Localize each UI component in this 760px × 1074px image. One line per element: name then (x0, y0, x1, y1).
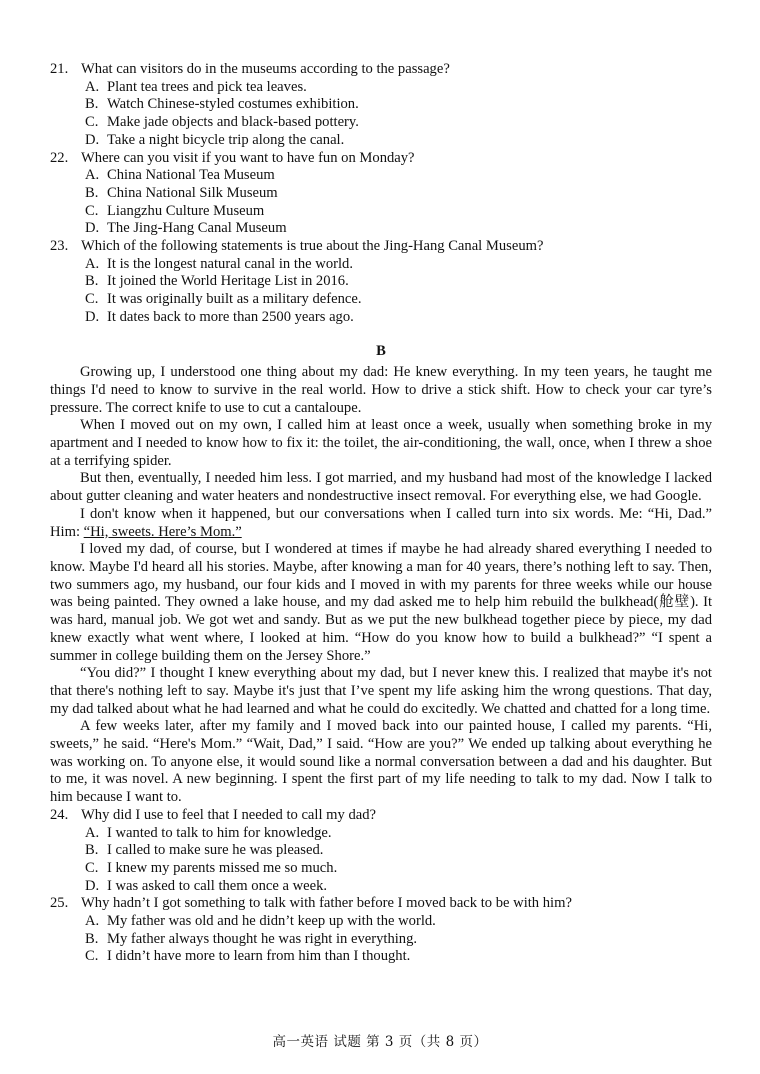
question-24 (50, 807, 712, 896)
section-b-heading: B (376, 342, 386, 359)
passage-paragraph-4: I don't know when it happened, but our conversations when I called turn into six words. Me: “Hi, Dad.” Him: “Hi, sweets. Here’s Mom.” (50, 505, 712, 540)
passage-paragraph-5: I loved my dad, of course, but I wondered at times if maybe he had already shared everything I needed to know. Maybe I'd heard all his stories. Maybe, after knowing a man for 40 years, there’s nothing left to say. Then, two summers ago, my husband, our four kids and I moved in with my parents for three weeks while our house was being painted. They owned a lake house, and my dad asked me to help him rebuild the bulkhead(舱壁). It was hard, manual job. We got wet and sandy. But as we put the new bulkhead together piece by piece, my dad knew exactly what went where, I looked at him. “How do you know how to build a bulkhead?” “I spent a summer in college building them on the Jersey Shore.” (50, 541, 712, 664)
passage-paragraph-3: But then, eventually, I needed him less. I got married, and my husband had most of the knowledge I lacked about gutter cleaning and water heaters and nondestructive insect removal. For everything else, we had Google. (50, 470, 712, 505)
option-a: A. Plant tea trees and pick tea leaves. (85, 78, 307, 95)
question-text: Which of the following statements is true about the Jing-Hang Canal Museum? (81, 238, 544, 255)
option-c: C. Liangzhu Culture Museum (85, 202, 265, 219)
passage-paragraph-2: When I moved out on my own, I called him at least once a week, usually when something broke in my apartment and I needed to know how to fix it: the toilet, the air-conditioning, the wall, once, when I threw a shoe at a terrifying spider. (50, 417, 712, 469)
option-b: B. My father always thought he was right in everything. (85, 930, 418, 947)
option-a: A. I wanted to talk to him for knowledge. (85, 824, 332, 841)
underlined-quote: “Hi, sweets. Here’s Mom.” (83, 523, 242, 540)
passage-paragraph-6: “You did?” I thought I knew everything about my dad, but I never knew this. I realized that maybe it's not that there's nothing left to say. Maybe it's just that I’ve spent my life asking him the wrong questions. That day, my dad talked about what he had learned and what he could do excitedly. We chatted and chatted for a long time. (50, 665, 712, 717)
option-a: A. It is the longest natural canal in the world. (85, 255, 353, 272)
option-d: D. The Jing-Hang Canal Museum (85, 220, 287, 237)
option-d: D. Take a night bicycle trip along the canal. (85, 131, 345, 148)
question-number: 23. (50, 238, 69, 255)
reading-passage (50, 364, 712, 807)
option-a: A. My father was old and he didn’t keep up with the world. (85, 913, 436, 930)
option-c: C. I knew my parents missed me so much. (85, 859, 338, 876)
option-b: B. It joined the World Heritage List in 2016. (85, 273, 349, 290)
option-a: A. China National Tea Museum (85, 167, 275, 184)
page-footer: 高一英语 试题 第 3 页（共 8 页） (272, 1034, 488, 1050)
question-25 (50, 895, 712, 966)
question-text: What can visitors do in the museums according to the passage? (81, 61, 450, 77)
question-text: Why hadn’t I got something to talk with father before I moved back to be with him? (81, 895, 572, 912)
question-22 (50, 150, 712, 239)
option-b: B. China National Silk Museum (85, 184, 278, 201)
passage-paragraph-1: Growing up, I understood one thing about my dad: He knew everything. In my teen years, he taught me things I'd need to know to survive in the real world. How to drive a stick shift. How to check your car tyre’s pressure. The correct knife to use to cut a cantaloupe. (50, 364, 712, 416)
question-21 (50, 61, 712, 150)
option-c: C. It was originally built as a military defence. (85, 291, 362, 308)
question-number: 22. (50, 149, 69, 166)
option-c: C. I didn’t have more to learn from him than I thought. (85, 948, 411, 965)
question-text: Why did I use to feel that I needed to call my dad? (81, 806, 377, 823)
question-23 (50, 238, 712, 327)
question-number: 21. (50, 61, 69, 77)
question-text: Where can you visit if you want to have fun on Monday? (81, 149, 415, 166)
option-b: B. Watch Chinese-styled costumes exhibition. (85, 96, 359, 113)
question-number: 25. (50, 895, 69, 912)
question-number: 24. (50, 806, 69, 823)
exam-page (50, 61, 712, 966)
option-d: D. I was asked to call them once a week. (85, 877, 328, 894)
option-d: D. It dates back to more than 2500 years ago. (85, 308, 354, 325)
passage-paragraph-7: A few weeks later, after my family and I moved back into our painted house, I called my parents. “Hi, sweets,” he said. “Here's Mom.” “Wait, Dad,” I said. “How are you?” We ended up talking about everything he was working on. To anyone else, it would sound like a normal conversation between a dad and his daughter. But to me, it was novel. A new beginning. I spent the first part of my life needing to talk to my dad. Now I talk to him because I want to. (50, 718, 712, 806)
option-c: C. Make jade objects and black-based pottery. (85, 114, 359, 131)
option-b: B. I called to make sure he was pleased. (85, 842, 324, 859)
